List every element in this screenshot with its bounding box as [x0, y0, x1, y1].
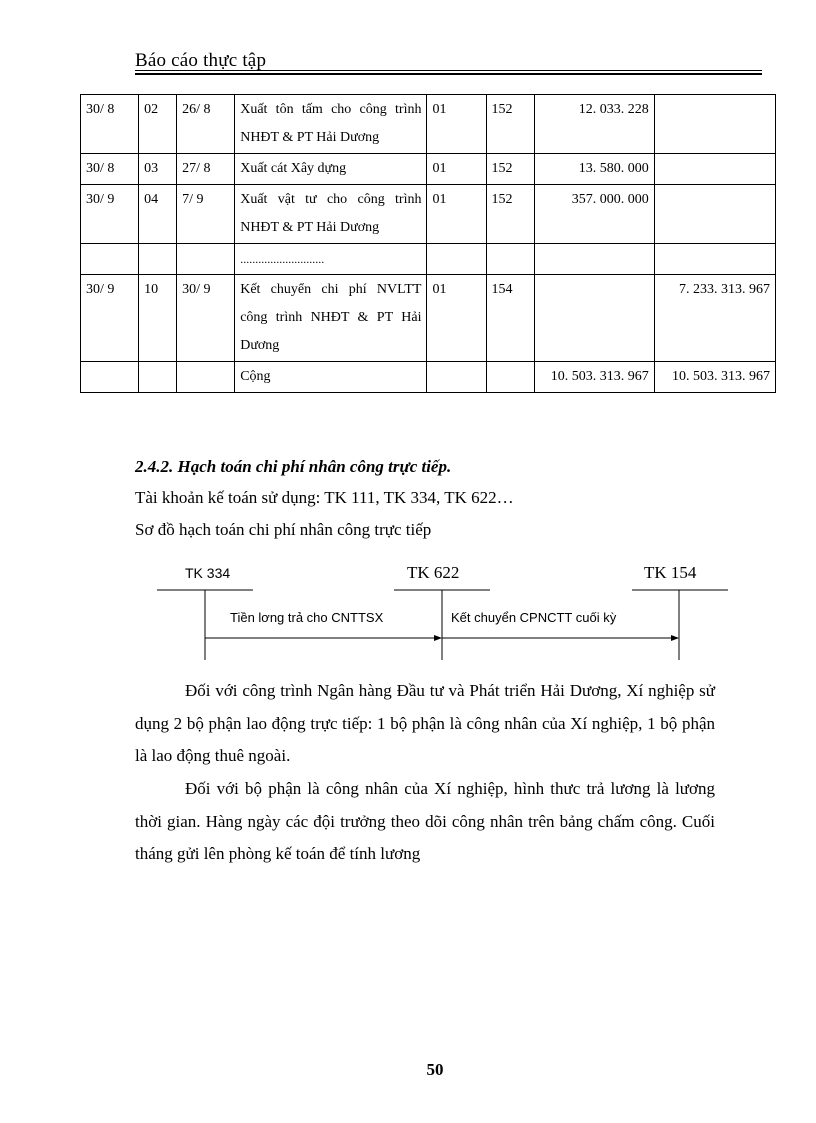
diagram-caption: Sơ đồ hạch toán chi phí nhân công trực tiếp [135, 520, 432, 539]
cell-voucher-no: 03 [139, 154, 177, 185]
cell-account: 154 [486, 275, 534, 362]
cell-code: 01 [427, 154, 486, 185]
cell-account: 152 [486, 95, 534, 154]
paragraph: Đối với bộ phận là công nhân của Xí nghiệp, hình thưc trả lương là lương thời gian. Hàng ngày các đội trưởng theo dõi công nhân trên bảng chấm công. Cuối tháng gửi lên phòng kế toán để tính lương [135, 779, 715, 863]
cell-description: Cộng [235, 362, 427, 393]
cell-date: 30/ 8 [81, 154, 139, 185]
page-number: 50 [426, 1060, 444, 1079]
cell-date: 30/ 9 [81, 275, 139, 362]
cell-description: Xuất tôn tấm cho công trình NHĐT & PT Hải Dương [235, 95, 427, 154]
flow-label-transfer: Kết chuyển CPNCTT cuối kỳ [451, 610, 617, 625]
cell-debit: 12. 033. 228 [534, 95, 654, 154]
cell-description: Xuất vật tư cho công trình NHĐT & PT Hải Dương [235, 185, 427, 244]
cell-debit: 357. 000. 000 [534, 185, 654, 244]
cell-date: 30/ 8 [81, 95, 139, 154]
flow-label-wages: Tiền lơng trả cho CNTTSX [230, 610, 384, 625]
cell-description: Kết chuyển chi phí NVLTT công trình NHĐT & PT Hải Dương [235, 275, 427, 362]
cell-voucher-no: 04 [139, 185, 177, 244]
cell-code: 01 [427, 275, 486, 362]
cell-date: 30/ 9 [81, 185, 139, 244]
accounts-used-line: Tài khoản kế toán sử dụng: TK 111, TK 334, TK 622… [135, 488, 514, 507]
cell-code: 01 [427, 95, 486, 154]
account-tk622-label: TK 622 [407, 563, 460, 582]
cell-debit-total: 10. 503. 313. 967 [534, 362, 654, 393]
cell-account: 152 [486, 185, 534, 244]
cell-voucher-no: 02 [139, 95, 177, 154]
cell-voucher-date: 30/ 9 [177, 275, 235, 362]
paragraph: Đối với công trình Ngân hàng Đầu tư và Phát triển Hải Dương, Xí nghiệp sử dụng 2 bộ phận lao động trực tiếp: 1 bộ phận là công nhân của Xí nghiệp, 1 bộ phận là lao động thuê ngoài. [135, 681, 715, 765]
arrowhead-icon [434, 635, 442, 641]
cell-voucher-date: 26/ 8 [177, 95, 235, 154]
cell-credit-total: 10. 503. 313. 967 [654, 362, 775, 393]
cell-debit: 13. 580. 000 [534, 154, 654, 185]
arrowhead-icon [671, 635, 679, 641]
cell-description: ............................ [235, 244, 427, 275]
cell-voucher-date: 7/ 9 [177, 185, 235, 244]
cell-account: 152 [486, 154, 534, 185]
cell-voucher-date: 27/ 8 [177, 154, 235, 185]
account-tk334-label: TK 334 [185, 565, 231, 581]
section-heading: 2.4.2. Hạch toán chi phí nhân công trực tiếp. [135, 457, 452, 476]
cell-credit: 7. 233. 313. 967 [654, 275, 775, 362]
account-tk154-label: TK 154 [644, 563, 697, 582]
cell-code: 01 [427, 185, 486, 244]
cell-description: Xuất cát Xây dựng [235, 154, 427, 185]
cell-voucher-no: 10 [139, 275, 177, 362]
report-header-title: Báo cáo thực tập [135, 50, 267, 71]
